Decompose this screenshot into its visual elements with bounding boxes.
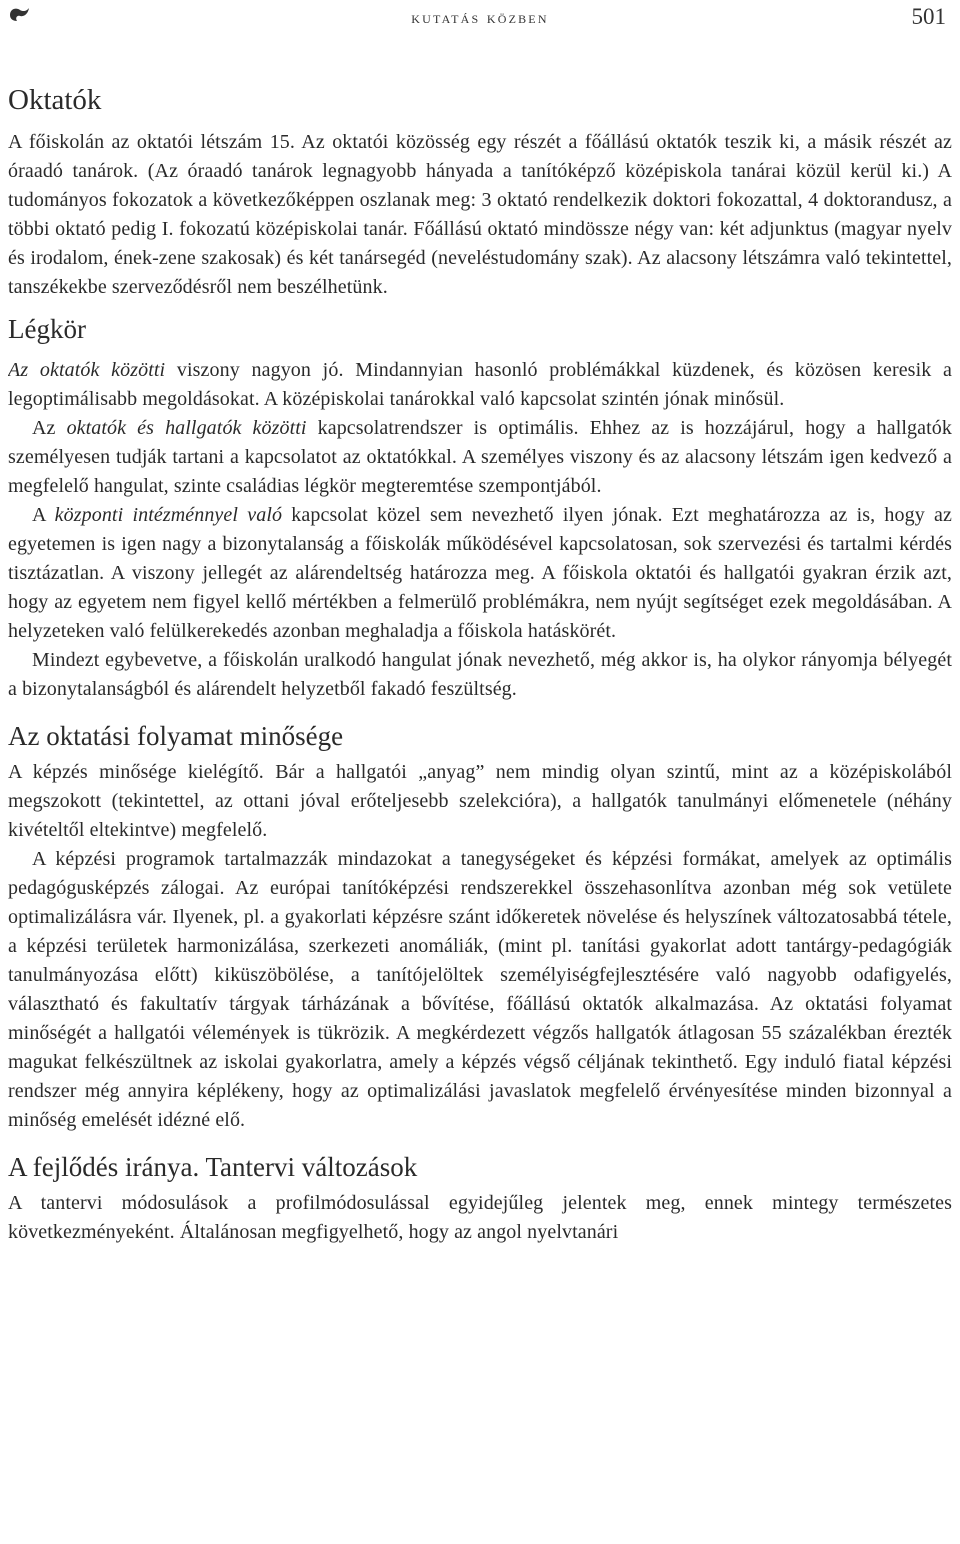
running-head [8,0,952,40]
paragraph-legkor-3 [8,501,952,646]
running-title: kutatás közben [411,8,549,27]
paragraph-legkor-4: Mindezt egybevetve, a főiskolán uralkodó hangulat jónak nevezhető, még akkor is, ha olykor rányomja bélyegét a bizonytalanságból és alárendelt helyzetből fakadó feszültség. [8,649,952,700]
paragraph-text: A [32,504,55,526]
italic-phrase: Az oktatók közötti [8,359,166,381]
paragraph-oktatok-1: A főiskolán az oktatói létszám 15. Az oktatói közösség egy részét a főállású oktatók teszik ki, a másik részét az óraadó tanárok. (Az óraadó tanárok legnagyobb hányada a tanítóképző középiskola tanárai közül kerül ki.) A tudományos fokozatok a következőképpen oszlanak meg: 3 oktató rendelkezik doktori fokozattal, 4 doktorandusz, a többi oktató pedig I. fokozatú középiskolai tanár. Főállású oktató mindössze négy van: két adjunktus (magyar nyelv és irodalom, ének-zene szakosak) és két tanársegéd (neveléstudomány szak). Az alacsony létszámra való tekintettel, tanszékekbe szerveződésről nem beszélhetünk. [8,131,952,298]
paragraph-fejlodes-1: A tantervi módosulások a profilmódosulással egyidejűleg jelentek meg, ennek mintegy természetes következményeként. Általánosan megfigyelhető, hogy az angol nyelvtanári [8,1192,952,1243]
heading-legkor: Légkör [8,314,86,344]
heading-folyamat: Az oktatási folyamat minősége [8,721,344,751]
book-page [8,0,952,1544]
paragraph-folyamat-2: A képzési programok tartalmazzák mindazokat a tanegységeket és képzési formákat, amelyek az optimális pedagógusképzés zálogai. Az európai tanítóképzési rendszerekkel összehasonlítva azonban még sok vetülete optimalizálásra vár. Ilyenek, pl. a gyakorlati képzésre szánt időkeretek növelése és helyszínek változatosabbá tétele, a képzési területek harmonizálása, szerkezeti anomáliák, (mint pl. tanítási gyakorlat adott tantárgy-pedagógiák tanulmányozása előtt) kiküszöbölése, a tanítójelöltek személyiségfejlesztésére való nagyobb odafigyelés, választható és fakultatív tárgyak tárházának a bővítése, főállású oktatók alkalmazása. Az oktatási folyamat minőségét a hallgatói vélemények is tükrözik. A megkérdezett végzős hallgatók átlagosan 55 százalékban érezték magukat felkészültnek az iskolai gyakorlatra, amely a képzés végső céljának tekinthető. Egy induló fiatal képzési rendszer még annyira képlékeny, hogy az optimalizálási javaslatok megfelelő érvényesítése minden bizonnyal a minőség emelését idézné elő. [8,848,952,1131]
paragraph-text: viszony nagyon jó. Mindannyian hasonló problémákkal küzdenek, és közösen keresik a legoptimálisabb megoldásokat. A középiskolai tanárokkal való kapcsolat szintén jónak minősül. [8,359,952,410]
heading-oktatok: Oktatók [8,84,102,116]
paragraph-folyamat-1: A képzés minősége kielégítő. Bár a hallgatói „anyag” nem mindig olyan szintű, mint az a középiskolából megszokott (tekintettel, az ottani jóval erőteljesebb szelekcióra), a hallgatók tanulmányi előmenetele (néhány kivételtől eltekintve) megfelelő. [8,761,952,841]
paragraph-legkor-1 [8,356,952,414]
italic-phrase: oktatók és hallgatók közötti [66,417,307,439]
page-number: 501 [911,4,946,29]
paragraph-legkor-2 [8,414,952,501]
paragraph-text: kapcsolatrendszer is optimális. Ehhez az is hozzájárul, hogy a hallgatók személyesen tudják tartani a kapcsolatot az oktatókkal. A személyes viszony és az alacsony létszám igen kedvező a megfelelő hangulat, szinte családias légkör megteremtése szempontjából. [8,417,952,497]
heading-fejlodes: A fejlődés iránya. Tantervi változások [8,1152,418,1182]
paragraph-text: Az [32,417,67,439]
paragraph-text: kapcsolat közel sem nevezhető ilyen jónak. Ezt meghatározza az is, hogy az egyetemen is igen nagy a bizonytalanság a főiskolák működésével kapcsolatosan, sok szervezési és tartalmi kérdés tisztázatlan. A viszony jellegét az alárendeltség határozza meg. A főiskola oktatói és hallgatói gyakran érzik azt, hogy az egyetem nem figyel kellő mértékben a felmerülő problémákra, nem nyújt segítséget ezek megoldásában. A helyzeteken való felülkerekedés azonban meghaladja a főiskola hatáskörét. [8,504,952,642]
italic-phrase: központi intézménnyel való [54,504,283,526]
